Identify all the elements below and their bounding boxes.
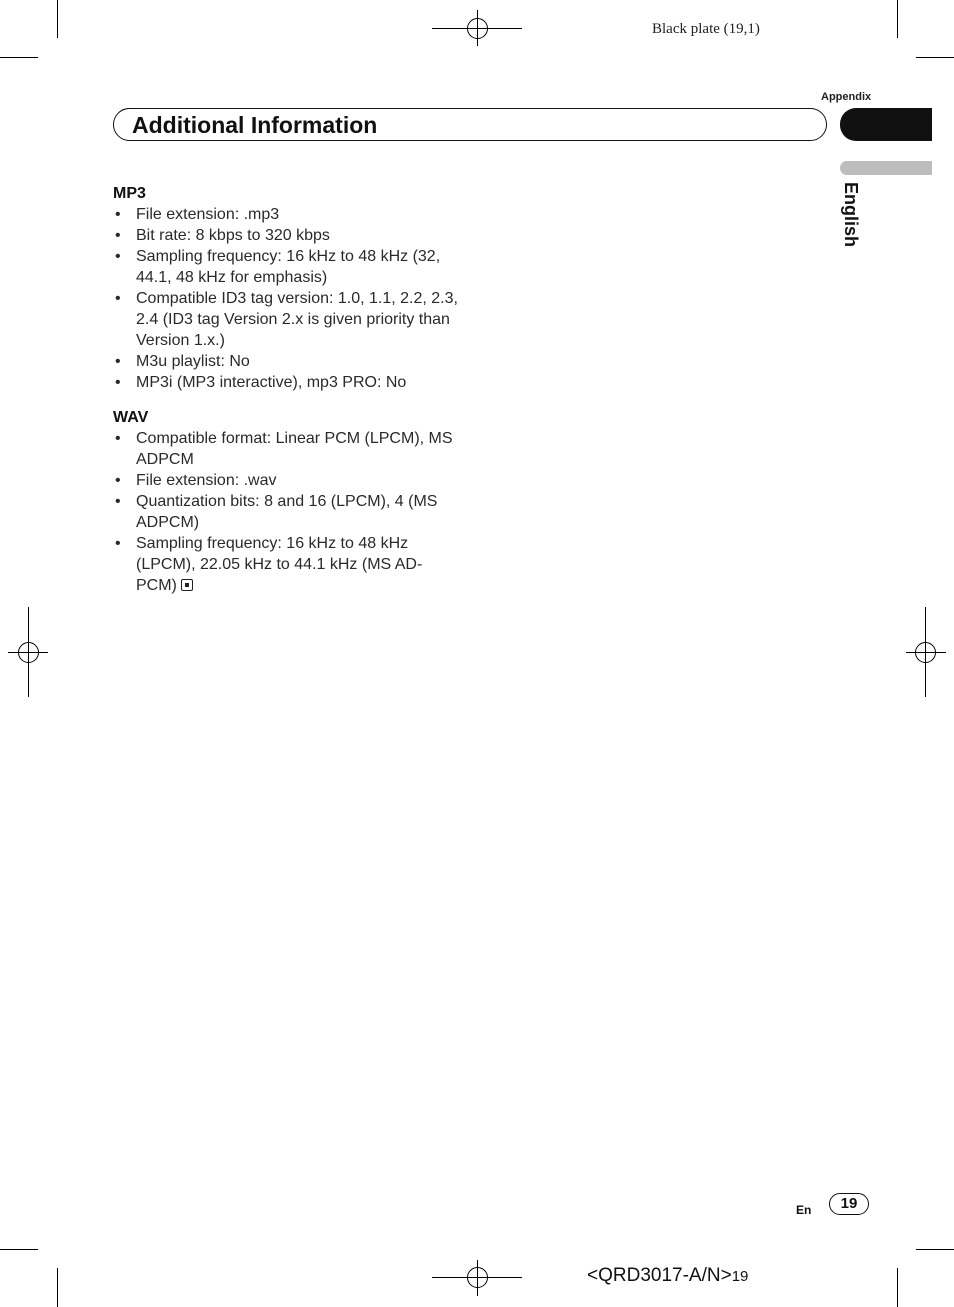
document-code-page: 19 (731, 1268, 749, 1285)
page-title-banner (113, 108, 827, 141)
crop-mark (0, 57, 38, 58)
registration-circle (18, 642, 39, 663)
list-item: • Sampling frequency: 16 kHz to 48 kHz (32, 44.1, 48 kHz for emphasis) (113, 246, 458, 288)
list-item: • File extension: .mp3 (113, 204, 458, 225)
crop-mark (897, 1268, 898, 1307)
crop-mark (897, 0, 898, 38)
list-item: • File extension: .wav (113, 470, 458, 491)
crop-mark (57, 1268, 58, 1307)
list-item: • M3u playlist: No (113, 351, 458, 372)
page-number: 19 (829, 1193, 869, 1215)
list-item: • Compatible format: Linear PCM (LPCM), MS ADPCM (113, 428, 458, 470)
page-title: Additional Information (132, 112, 378, 138)
list-item: • Bit rate: 8 kbps to 320 kbps (113, 225, 458, 246)
crop-mark (0, 1249, 38, 1250)
crop-mark (916, 57, 954, 58)
list-item-text: Sampling frequency: 16 kHz to 48 kHz (LPCM), 22.05 kHz to 44.1 kHz (MS AD-PCM) (136, 535, 423, 594)
wav-spec-list (113, 428, 458, 596)
registration-circle (467, 1267, 488, 1288)
document-code (587, 1265, 748, 1287)
language-label: English (841, 182, 861, 248)
end-of-section-icon (181, 579, 193, 591)
document-code-text: <QRD3017-A/N> (587, 1265, 732, 1286)
language-code: En (796, 1203, 812, 1217)
section-heading: MP3 (113, 185, 146, 202)
registration-circle (467, 18, 488, 39)
mp3-section (113, 183, 458, 393)
section-heading: WAV (113, 409, 149, 426)
mp3-spec-list (113, 204, 458, 393)
crop-mark (57, 0, 58, 38)
language-tab (840, 161, 932, 175)
appendix-label: Appendix (821, 91, 872, 103)
registration-circle (915, 642, 936, 663)
section-tab (840, 108, 932, 141)
list-item (113, 533, 458, 596)
wav-section (113, 407, 458, 596)
crop-mark (916, 1249, 954, 1250)
plate-label: Black plate (19,1) (652, 21, 760, 37)
list-item: • Compatible ID3 tag version: 1.0, 1.1, 2.2, 2.3, 2.4 (ID3 tag Version 2.x is given priority than Version 1.x.) (113, 288, 458, 351)
content-column (113, 183, 458, 610)
list-item: • MP3i (MP3 interactive), mp3 PRO: No (113, 372, 458, 393)
list-item: • Quantization bits: 8 and 16 (LPCM), 4 (MS ADPCM) (113, 491, 458, 533)
